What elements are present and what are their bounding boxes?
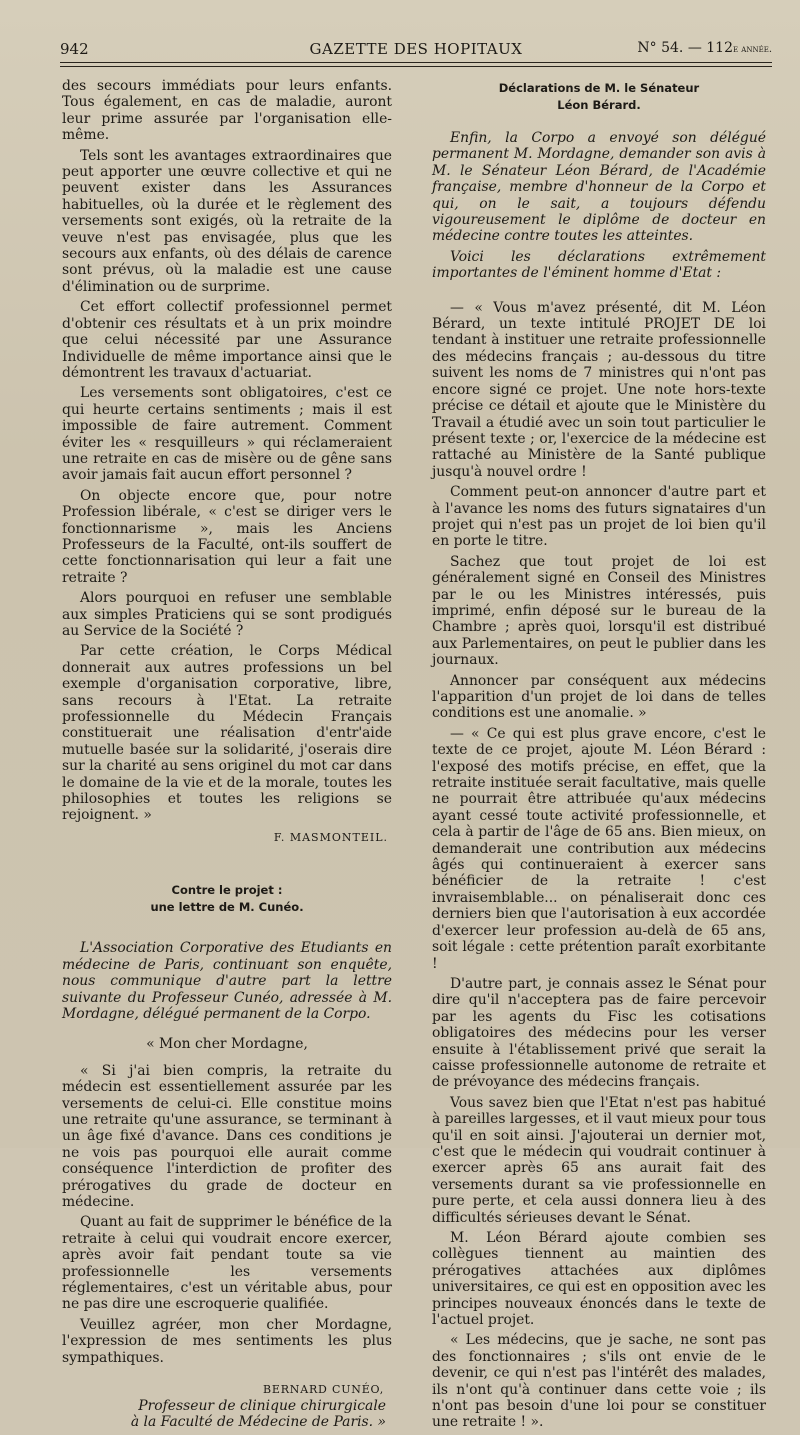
paragraph: Voici les déclarations extrêmement importantes de l'éminent homme d'Etat :: [432, 248, 766, 282]
paragraph: M. Léon Bérard ajoute combien ses collègues tiennent au maintien des prérogatives attachées aux diplômes universitaires, ce qui est en opposition avec les principes nouveaux énoncés dans le texte de l'actuel projet.: [432, 1230, 766, 1329]
section-heading: Déclarations de M. le Sénateur Léon Bérard.: [498, 81, 700, 112]
paragraph: Cet effort collectif professionnel permet d'obtenir ces résultats et à un prix moindre que celui nécessité par une Assurance Individuelle de même importance ainsi que le démontrent les travaux d'actuariat.: [62, 299, 392, 381]
letter-signature: BERNARD CUNÉO,: [263, 1383, 384, 1397]
paragraph: Enfin, la Corpo a envoyé son délégué permanent M. Mordagne, demander son avis à M. le Sénateur Léon Bérard, de l'Académie française, membre d'honneur de la Corpo et qui, on le sait, a toujours défendu vigoureusement le diplôme de docteur en médecine contre toutes les atteintes.: [432, 130, 766, 245]
header-rule: [60, 62, 772, 63]
page-number: 942: [60, 40, 89, 58]
paragraph: Vous savez bien que l'Etat n'est pas habitué à pareilles largesses, et il vaut mieux pour tous qu'il en soit ainsi. J'ajouterai un dernier mot, c'est que le médecin qui voudrait continuer à exercer après 65 ans aurait fait des versements durant sa vie professionnelle en pure perte, et cela aussi donnera lieu à des difficultés sérieuses devant le Sénat.: [432, 1094, 766, 1226]
paragraph: Les versements sont obligatoires, c'est ce qui heurte certains sentiments ; mais il est impossible de faire autrement. Comment éviter les « resquilleurs » qui réclameraient une retraite en cas de misère ou de gêne sans avoir jamais fait aucun effort personnel ?: [62, 385, 392, 484]
paragraph: — « Vous m'avez présenté, dit M. Léon Bérard, un texte intitulé PROJET DE loi tendant à instituer une retraite professionnelle des médecins français ; au-dessous du titre suivent les noms de 7 ministres qui n'ont pas encore signé ce projet. Une note hors-texte précise ce détail et ajoute que le Ministère du Travail a étudié avec un soin tout particulier le présent texte ; or, l'exercice de la médecine est rattaché au Ministère de la Santé publique jusqu'à nouvel ordre !: [432, 299, 766, 480]
paragraph: Tels sont les avantages extraordinaires que peut apporter une œuvre collective et qui ne peuvent exister dans les Assurances habituelles, où la durée et le règlement des versements sont exigés, où la retraite de la veuve n'est pas envisagée, plus que les secours aux enfants, où des délais de carence sont prévus, où la maladie est une cause d'élimination ou de surprime.: [62, 147, 392, 295]
paragraph: Par cette création, le Corps Médical donnerait aux autres professions un bel exemple d'organisation corporative, libre, sans recours à l'Etat. La retraite professionnelle du Médecin Français constituerait une réalisation d'entr'aide mutuelle basée sur la solidarité, j'oserais dire sur la charité au sens originel du mot car dans le domaine de la vie et de la morale, toutes les philosophies et toutes les religions se rejoignent. »: [62, 643, 392, 824]
journal-title: GAZETTE DES HOPITAUX: [309, 40, 523, 58]
paragraph: On objecte encore que, pour notre Profession libérale, « c'est se diriger vers le fonctionnarisme », mais les Anciens Professeurs de la Faculté, ont-ils souffert de cette fonctionnarisation qui leur a fait une retraite ?: [62, 487, 392, 586]
paragraph: Annoncer par conséquent aux médecins l'apparition d'un projet de loi dans de telles conditions est une anomalie. »: [432, 672, 766, 722]
paragraph: « Les médecins, que je sache, ne sont pas des fonctionnaires ; s'ils ont envie de le devenir, ce qui n'est pas l'intérêt des malades, ils n'ont qu'à continuer dans cette voie ; ils n'ont pas besoin d'une loi pour se constituer une retraite ! ».: [432, 1332, 766, 1431]
letter-intro: L'Association Corporative des Etudiants en médecine de Paris, continuant son enquête, nous communique d'autre part la lettre suivante du Professeur Cunéo, adressée à M. Mordagne, délégué permanent de la Corpo.: [62, 940, 392, 1022]
letter-signature-title: Professeur de clinique chirurgicale: [138, 1398, 386, 1415]
letter-paragraph: « Si j'ai bien compris, la retraite du médecin est essentiellement assurée par les versements de celui-ci. Elle constitue moins une retraite qu'une assurance, se terminant à un âge fixé d'avance. Dans ces conditions je ne vois pas pourquoi elle aurait comme conséquence l'interdiction de profiter des prérogatives du grade de docteur en médecine.: [62, 1062, 392, 1210]
paragraph: Alors pourquoi en refuser une semblable aux simples Praticiens qui se sont prodigués au Service de la Société ?: [62, 590, 392, 639]
paragraph: — « Ce qui est plus grave encore, c'est le texte de ce projet, ajoute M. Léon Bérard : l'exposé des motifs précise, en effet, que la retraite instituée serait facultative, mais quelle ne pourrait être attribuée qu'aux médecins ayant cessé toute activité professionnelle, et cela à partir de l'âge de 65 ans. Bien mieux, on demanderait une contribution aux médecins âgés qui continueraient à exercer sans bénéficier de la retraite ! c'est invraisemblable... on pénaliserait donc ces derniers bien que l'autorisation à eux accordée d'exercer leur profession au-delà de 65 ans, soit légale : cette prétention paraît exorbitante !: [432, 725, 766, 972]
letter-signature-title: à la Faculté de Médecine de Paris. »: [130, 1414, 386, 1431]
header-rule-thin: [60, 66, 772, 67]
letter-salutation: « Mon cher Mordagne,: [146, 1036, 308, 1053]
paragraph: Comment peut-on annoncer d'autre part et à l'avance les noms des futurs signataires d'un projet qui n'est pas un projet de loi bien qu'il en porte le titre.: [432, 484, 766, 550]
letter-paragraph: Veuillez agréer, mon cher Mordagne, l'expression de mes sentiments les plus sympathiques.: [62, 1316, 392, 1366]
section-heading: Contre le projet : une lettre de M. Cunéo.: [150, 883, 304, 915]
letter-paragraph: Quant au fait de supprimer le bénéfice de la retraite à celui qui voudrait encore exercer, après avoir fait pendant toute sa vie professionnelle les versements réglementaires, c'est un véritable abus, pour ne pas dire une escroquerie qualifiée.: [62, 1214, 392, 1313]
paragraph: des secours immédiats pour leurs enfants. Tous également, en cas de maladie, auront leur prime assurée par l'organisation elle-même.: [62, 78, 392, 144]
page-header: [60, 40, 772, 64]
author-signature: F. MASMONTEIL.: [273, 830, 388, 844]
paragraph: D'autre part, je connais assez le Sénat pour dire qu'il n'acceptera pas de faire percevoir par les agents du Fisc les cotisations obligatoires des médecins pour les verser ensuite à l'établissement privé que serait la caisse professionnelle autonome de retraite et de prévoyance des médecins français.: [432, 975, 766, 1091]
paragraph: Sachez que tout projet de loi est généralement signé en Conseil des Ministres par le ou les Ministres intéressés, puis imprimé, enfin déposé sur le bureau de la Chambre ; après quoi, lorsqu'il est distribué aux Parlementaires, on peut le publier dans les journaux.: [432, 553, 766, 669]
left-column: [62, 78, 392, 1430]
right-column: [432, 78, 766, 1435]
issue-number: N° 54. — 112e année.: [637, 40, 772, 56]
